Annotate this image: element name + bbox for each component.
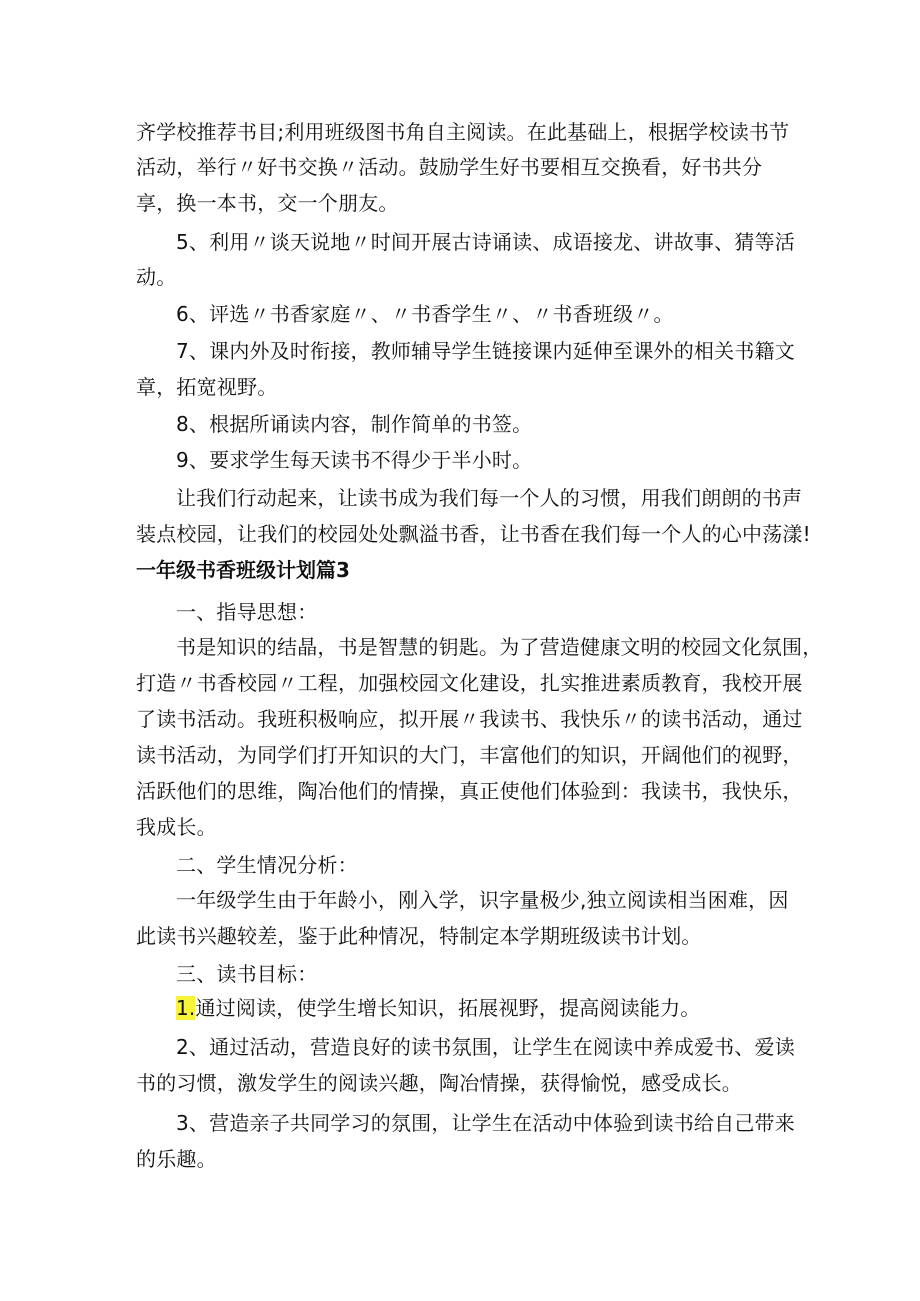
- text-line: 三、读书目标：: [176, 962, 318, 986]
- text-line: 活跃他们的思维，陶冶他们的情操，真正使他们体验到：我读书，我快乐，: [136, 779, 803, 803]
- text-line: 一、指导思想：: [176, 600, 318, 624]
- text-line: 章，拓宽视野。: [136, 375, 278, 399]
- text-line: 我成长。: [136, 815, 217, 839]
- text-line: 装点校园，让我们的校园处处飘溢书香，让书香在我们每一个人的心中荡漾!: [136, 522, 811, 546]
- highlighted-number: 1.: [176, 996, 196, 1020]
- text-line: 5、利用〃谈天说地〃时间开展古诗诵读、成语接龙、讲故事、猜等活: [176, 230, 795, 254]
- text-line: 活动，举行〃好书交换〃活动。鼓励学生好书要相互交换看，好书共分: [136, 155, 763, 179]
- text-line: 7、课内外及时衔接，教师辅导学生链接课内延伸至课外的相关书籍文: [176, 339, 795, 363]
- text-line: 动。: [136, 265, 177, 289]
- text-line: 3、营造亲子共同学习的氛围，让学生在活动中体验到读书给自己带来: [176, 1111, 795, 1135]
- section-heading: 一年级书香班级计划篇3: [136, 558, 350, 582]
- text-line: 二、学生情况分析：: [176, 853, 358, 877]
- text-line: 享，换一本书，交一个朋友。: [136, 191, 399, 215]
- text-line: 让我们行动起来，让读书成为我们每一个人的习惯，用我们朗朗的书声: [176, 486, 803, 510]
- text-line: 一年级学生由于年龄小，刚入学，识字量极少,独立阅读相当困难，因: [176, 888, 789, 912]
- text-line: 6、评选〃书香家庭〃、〃书香学生〃、〃书香班级〃。: [176, 302, 674, 326]
- text-line: 8、根据所诵读内容，制作简单的书签。: [176, 412, 533, 436]
- text-line: 书的习惯，激发学生的阅读兴趣，陶冶情操，获得愉悦，感受成长。: [136, 1071, 742, 1095]
- text-line: [176, 994, 700, 1022]
- text-line: 2、通过活动，营造良好的读书氛围，让学生在阅读中养成爱书、爱读: [176, 1035, 795, 1059]
- text-line: 打造〃书香校园〃工程，加强校园文化建设，扎实推进素质教育，我校开展: [136, 671, 803, 695]
- text-span: 通过阅读，使学生增长知识，拓展视野，提高阅读能力。: [195, 996, 701, 1020]
- text-line: 9、要求学生每天读书不得少于半小时。: [176, 448, 533, 472]
- text-line: 了读书活动。我班积极响应，拟开展〃我读书、我快乐〃的读书活动，通过: [136, 707, 803, 731]
- text-line: 的乐趣。: [136, 1147, 217, 1171]
- text-line: 读书活动，为同学们打开知识的大门，丰富他们的知识，开阔他们的视野，: [136, 743, 803, 767]
- text-line: 书是知识的结晶，书是智慧的钥匙。为了营造健康文明的校园文化氛围，: [176, 635, 823, 659]
- text-line: 此读书兴趣较差，鉴于此种情况，特制定本学期班级读书计划。: [136, 924, 702, 948]
- text-line: 齐学校推荐书目;利用班级图书角自主阅读。在此基础上，根据学校读书节: [136, 120, 790, 144]
